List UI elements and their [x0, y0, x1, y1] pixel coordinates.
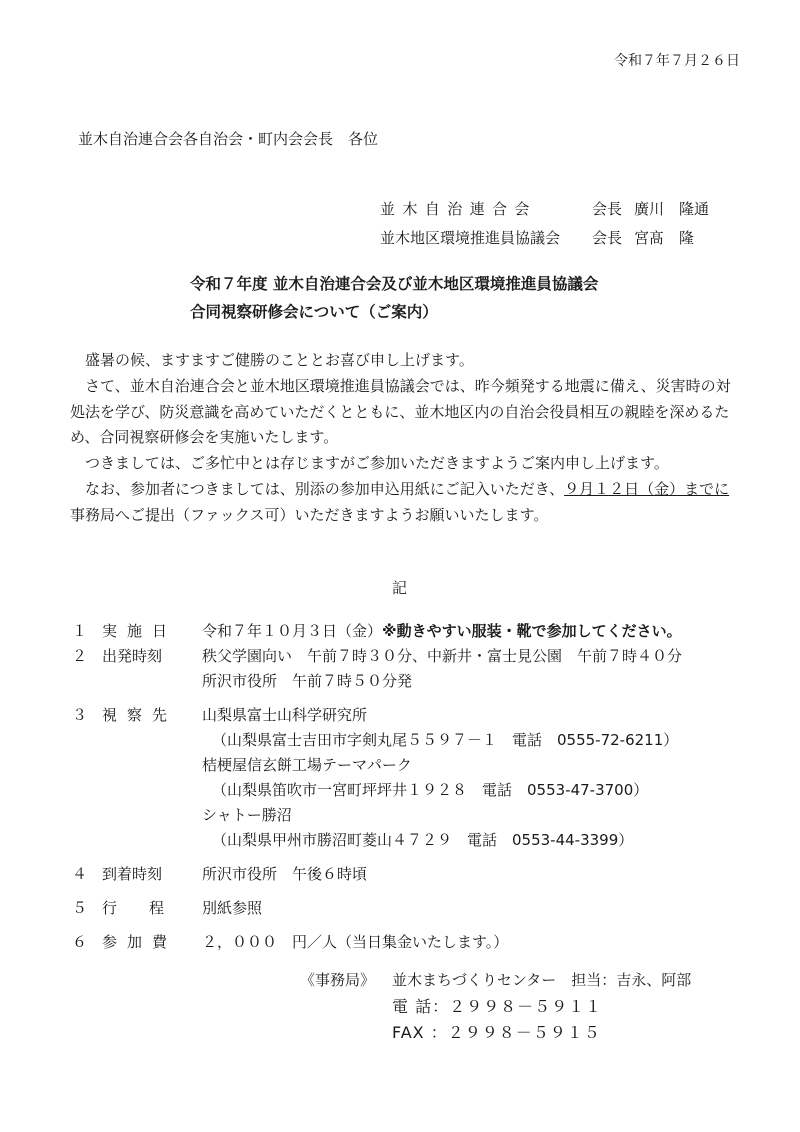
sender-name: 宮髙 隆	[634, 229, 695, 247]
office-tel: 電 話：２９９８－５９１１	[392, 996, 603, 1016]
sender-block	[380, 195, 709, 253]
destination-1-address: （山梨県富士吉田市字剣丸尾５５９７－１ 電話 0555-72-6211）	[212, 731, 679, 749]
title-line-2: 合同視察研修会について（ご案内）	[190, 303, 438, 321]
destination-2-address: （山梨県笛吹市一宮町坪坪井１９２８ 電話 0553-47-3700）	[212, 781, 649, 799]
item-date: １ 実施日 令和７年１０月３日（金） ※動きやすい服装・靴で参加してください。	[72, 619, 682, 644]
sender-name: 廣川 隆通	[634, 200, 710, 218]
sender-org: 並木地区環境推進員協議会	[380, 229, 561, 247]
destination-2: 桔梗屋信玄餅工場テーマパーク	[202, 756, 412, 774]
office-block	[300, 967, 691, 1047]
document-date: 令和７年７月２６日	[614, 53, 740, 69]
sender-org: 並木自治連合会	[380, 200, 537, 218]
item-destinations: ３ 視察先 山梨県富士山科学研究所	[72, 706, 368, 724]
sender-role: 会長	[592, 229, 623, 247]
document-title	[190, 270, 598, 326]
item-departure: ２ 出発時刻 秩父学園向い 午前７時３０分、中新井・富士見公園 午前７時４０分	[72, 647, 683, 665]
office-name: 並木まちづくりセンター 担当：吉永、阿部	[392, 971, 692, 989]
destination-3-address: （山梨県甲州市勝沼町菱山４７２９ 電話 0553-44-3399）	[212, 831, 634, 849]
item-itinerary: ５ 行程 別紙参照	[72, 899, 263, 917]
paragraph-greeting: 盛暑の候、ますますご健勝のこととお喜び申し上げます。	[85, 351, 474, 369]
addressee: 並木自治連合会各自治会・町内会会長 各位	[78, 130, 379, 148]
paragraph-purpose: さて、並木自治連合会と並木地区環境推進員協議会では、昨今頻発する地震に備え、災害時の対処法を学び、防災意識を高めていただくとともに、並木地区内の自治会役員相互の親睦を深めるため、合同視察研修会を実施いたします。	[70, 376, 731, 447]
sender-role: 会長	[592, 200, 623, 218]
deadline-underlined: ９月１２日（金）までに	[564, 479, 730, 498]
paragraph-deadline: なお、参加者につきましては、別添の参加申込用紙にご記入いただき、９月１２日（金）までに事務局へご提出（ファックス可）いただきますようお願いいたします。	[70, 479, 730, 524]
office-label: 《事務局》	[300, 971, 376, 989]
details-list	[72, 619, 682, 955]
body-text	[70, 348, 740, 529]
sender-row-1	[380, 195, 709, 224]
item-departure-line2: 所沢市役所 午前７時５０分発	[202, 672, 413, 690]
paragraph-request: つきましては、ご多忙中とは存じますがご参加いただきますようご案内申し上げます。	[85, 454, 669, 473]
ki-heading: 記	[392, 579, 408, 597]
item-arrival: ４ 到着時刻 所沢市役所 午後６時頃	[72, 865, 368, 883]
sender-row-2	[380, 224, 709, 253]
item-fee: ６ 参加費 ２，０００ 円／人（当日集金いたします。）	[72, 933, 509, 951]
office-fax: FAX ：２９９８－５９１５	[392, 1023, 601, 1042]
title-line-1: 令和７年度 並木自治連合会及び並木地区環境推進員協議会	[190, 275, 599, 293]
destination-3: シャトー勝沼	[202, 806, 292, 824]
dress-note: ※動きやすい服装・靴で参加してください。	[382, 622, 682, 640]
